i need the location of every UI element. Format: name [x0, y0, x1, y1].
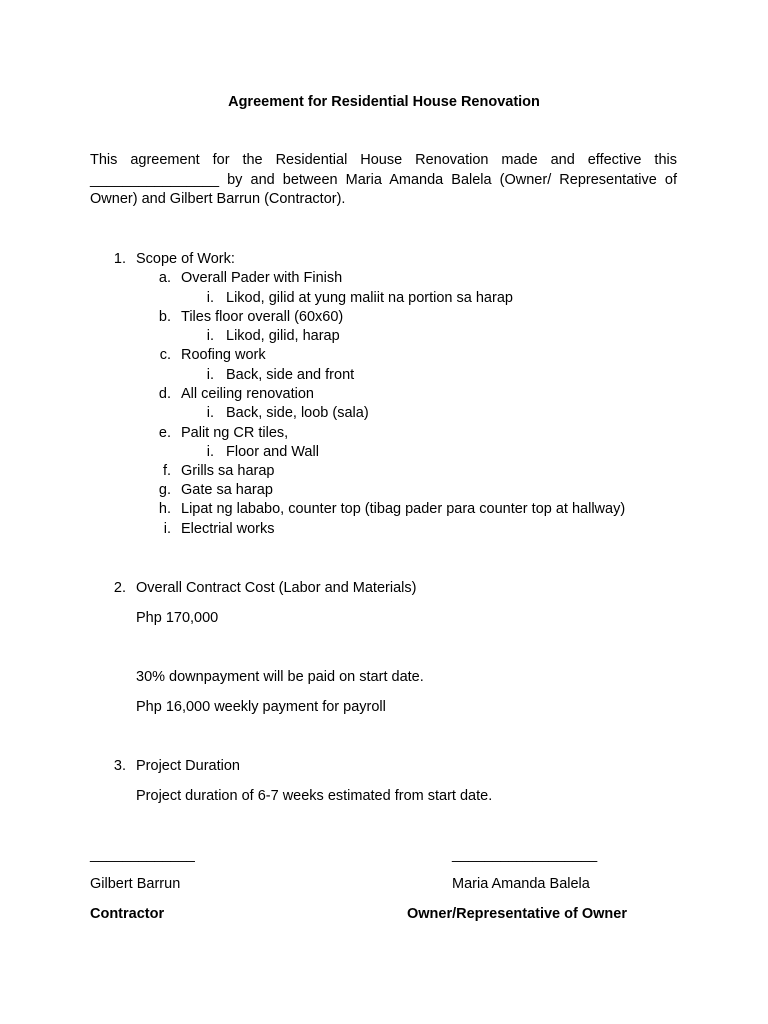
- intro-text-2: by and between Maria Amanda Balela (Owner/ Representative of Owner) and Gilbert Barrun (Contractor).: [90, 171, 677, 207]
- document-title: Agreement for Residential House Renovation: [228, 94, 540, 110]
- scope-item-letter: e.: [158, 425, 171, 441]
- owner-name: Maria Amanda Balela: [452, 876, 590, 892]
- scope-item-letter: g.: [158, 482, 171, 498]
- downpayment-text: 30% downpayment will be paid on start date.: [136, 669, 424, 685]
- scope-item: Overall Pader with Finish: [181, 270, 343, 286]
- weekly-payment-text: Php 16,000 weekly payment for payroll: [136, 699, 386, 715]
- contractor-signature-line: _____________: [90, 847, 195, 863]
- scope-item: Grills sa harap: [181, 463, 275, 479]
- scope-item-letter: i.: [163, 521, 171, 537]
- section-1-heading: Scope of Work:: [136, 251, 235, 267]
- contractor-role: Contractor: [90, 906, 165, 922]
- scope-subitem-numeral: i.: [206, 367, 214, 383]
- section-3-number: 3.: [113, 758, 126, 774]
- scope-item: Roofing work: [181, 347, 266, 363]
- contractor-name: Gilbert Barrun: [90, 876, 181, 892]
- scope-item-letter: c.: [159, 347, 171, 363]
- scope-subitem: Back, side, loob (sala): [226, 405, 369, 421]
- owner-role: Owner/Representative of Owner: [407, 906, 627, 922]
- scope-subitem-numeral: i.: [206, 328, 214, 344]
- scope-item: All ceiling renovation: [181, 386, 314, 402]
- intro-date-blank: ________________: [90, 171, 220, 188]
- section-2-number: 2.: [113, 580, 126, 596]
- scope-subitem: Likod, gilid, harap: [226, 328, 340, 344]
- owner-signature-line: __________________: [452, 847, 598, 863]
- scope-item: Lipat ng lababo, counter top (tibag pader para counter top at hallway): [181, 501, 626, 517]
- scope-item-letter: f.: [162, 463, 171, 479]
- scope-item: Palit ng CR tiles,: [181, 425, 289, 441]
- scope-subitem: Back, side and front: [226, 367, 355, 383]
- scope-subitem: Likod, gilid at yung maliit na portion sa harap: [226, 290, 513, 306]
- scope-item-letter: b.: [158, 309, 171, 325]
- section-1-number: 1.: [113, 251, 126, 267]
- scope-subitem-numeral: i.: [206, 444, 214, 460]
- scope-subitem-numeral: i.: [206, 290, 214, 306]
- scope-item-letter: h.: [158, 501, 171, 517]
- scope-item: Tiles floor overall (60x60): [181, 309, 344, 325]
- scope-item: Electrial works: [181, 521, 275, 537]
- section-3-heading: Project Duration: [136, 758, 240, 774]
- intro-text-1: This agreement for the Residential House Renovation made and effective this: [90, 152, 677, 168]
- scope-item-letter: a.: [158, 270, 171, 286]
- scope-subitem-numeral: i.: [206, 405, 214, 421]
- intro-paragraph: [90, 151, 677, 210]
- scope-item-letter: d.: [158, 386, 171, 402]
- contract-amount: Php 170,000: [136, 610, 219, 626]
- duration-text: Project duration of 6-7 weeks estimated from start date.: [136, 788, 493, 804]
- section-2-heading: Overall Contract Cost (Labor and Materials): [136, 580, 417, 596]
- scope-item: Gate sa harap: [181, 482, 273, 498]
- scope-subitem: Floor and Wall: [226, 444, 319, 460]
